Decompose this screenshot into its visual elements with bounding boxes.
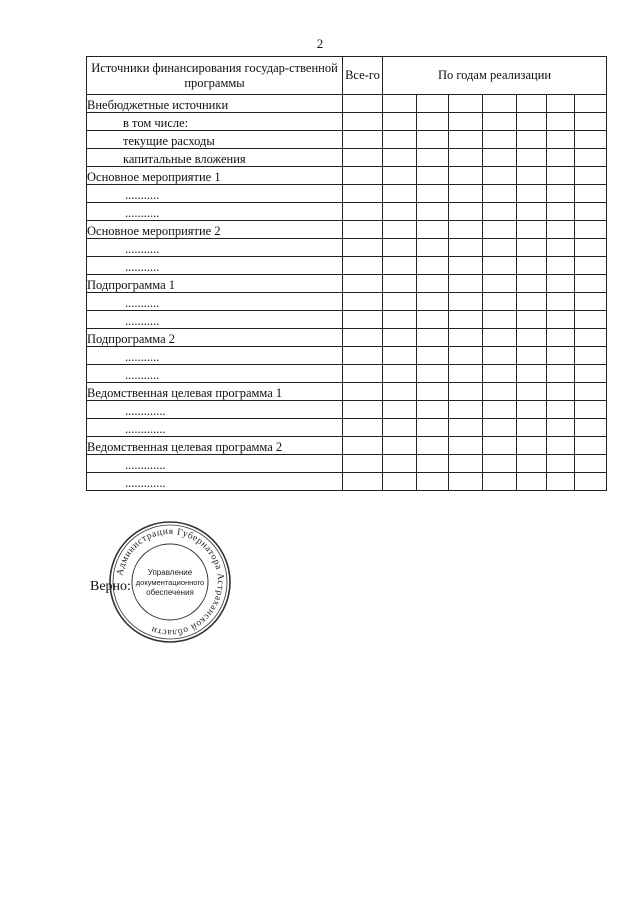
year-cell bbox=[483, 131, 517, 149]
year-cell bbox=[547, 185, 575, 203]
year-cell bbox=[575, 239, 607, 257]
stamp-ring-text: Администрация Губернатора Астраханской области bbox=[115, 526, 226, 638]
year-cell bbox=[547, 275, 575, 293]
row-label: ........... bbox=[87, 311, 343, 329]
year-cell bbox=[575, 167, 607, 185]
year-cell bbox=[575, 437, 607, 455]
year-cell bbox=[449, 455, 483, 473]
year-cell bbox=[575, 455, 607, 473]
table-row bbox=[87, 347, 607, 365]
year-cell bbox=[517, 221, 547, 239]
year-cell bbox=[483, 365, 517, 383]
total-cell bbox=[343, 167, 383, 185]
year-cell bbox=[517, 95, 547, 113]
total-cell bbox=[343, 239, 383, 257]
year-cell bbox=[417, 185, 449, 203]
table-row bbox=[87, 203, 607, 221]
row-label: Подпрограмма 1 bbox=[87, 275, 343, 293]
year-cell bbox=[449, 131, 483, 149]
year-cell bbox=[517, 275, 547, 293]
year-cell bbox=[547, 347, 575, 365]
row-label: ........... bbox=[87, 365, 343, 383]
year-cell bbox=[417, 221, 449, 239]
year-cell bbox=[547, 329, 575, 347]
year-cell bbox=[449, 347, 483, 365]
year-cell bbox=[483, 257, 517, 275]
year-cell bbox=[483, 311, 517, 329]
page-number: 2 bbox=[316, 36, 324, 51]
row-label: ........... bbox=[87, 203, 343, 221]
year-cell bbox=[449, 239, 483, 257]
row-label: Подпрограмма 2 bbox=[87, 329, 343, 347]
table-row bbox=[87, 383, 607, 401]
year-cell bbox=[517, 401, 547, 419]
year-cell bbox=[483, 203, 517, 221]
year-cell bbox=[575, 257, 607, 275]
year-cell bbox=[547, 221, 575, 239]
year-cell bbox=[547, 149, 575, 167]
year-cell bbox=[449, 221, 483, 239]
year-cell bbox=[517, 113, 547, 131]
year-cell bbox=[517, 185, 547, 203]
year-cell bbox=[417, 131, 449, 149]
year-cell bbox=[449, 167, 483, 185]
year-cell bbox=[417, 113, 449, 131]
year-cell bbox=[575, 473, 607, 491]
year-cell bbox=[483, 419, 517, 437]
table-row bbox=[87, 473, 607, 491]
year-cell bbox=[449, 95, 483, 113]
year-cell bbox=[383, 167, 417, 185]
year-cell bbox=[417, 419, 449, 437]
year-cell bbox=[449, 311, 483, 329]
year-cell bbox=[417, 383, 449, 401]
row-label: ........... bbox=[87, 257, 343, 275]
year-cell bbox=[417, 149, 449, 167]
year-cell bbox=[575, 221, 607, 239]
row-label: Основное мероприятие 2 bbox=[87, 221, 343, 239]
year-cell bbox=[575, 293, 607, 311]
year-cell bbox=[517, 473, 547, 491]
row-label: ............. bbox=[87, 419, 343, 437]
year-cell bbox=[575, 329, 607, 347]
year-cell bbox=[383, 113, 417, 131]
total-cell bbox=[343, 257, 383, 275]
table-row bbox=[87, 149, 607, 167]
year-cell bbox=[517, 203, 547, 221]
row-label: в том числе: bbox=[87, 113, 343, 131]
year-cell bbox=[383, 293, 417, 311]
table-row bbox=[87, 167, 607, 185]
table-row bbox=[87, 239, 607, 257]
year-cell bbox=[449, 149, 483, 167]
year-cell bbox=[383, 221, 417, 239]
total-cell bbox=[343, 185, 383, 203]
stamp-center-line2: документационного bbox=[135, 578, 205, 587]
year-cell bbox=[417, 437, 449, 455]
total-cell bbox=[343, 401, 383, 419]
row-label: капитальные вложения bbox=[87, 149, 343, 167]
year-cell bbox=[517, 257, 547, 275]
header-total: Все-го bbox=[343, 57, 383, 95]
year-cell bbox=[417, 455, 449, 473]
verno-label: Верно: bbox=[90, 579, 131, 594]
year-cell bbox=[449, 473, 483, 491]
year-cell bbox=[575, 149, 607, 167]
row-label: ........... bbox=[87, 185, 343, 203]
year-cell bbox=[547, 383, 575, 401]
row-label: Основное мероприятие 1 bbox=[87, 167, 343, 185]
total-cell bbox=[343, 275, 383, 293]
total-cell bbox=[343, 95, 383, 113]
table-row bbox=[87, 113, 607, 131]
table-row bbox=[87, 419, 607, 437]
total-cell bbox=[343, 419, 383, 437]
year-cell bbox=[547, 257, 575, 275]
total-cell bbox=[343, 455, 383, 473]
year-cell bbox=[517, 149, 547, 167]
total-cell bbox=[343, 383, 383, 401]
year-cell bbox=[483, 401, 517, 419]
year-cell bbox=[383, 185, 417, 203]
year-cell bbox=[547, 401, 575, 419]
year-cell bbox=[449, 275, 483, 293]
total-cell bbox=[343, 329, 383, 347]
table-row bbox=[87, 221, 607, 239]
year-cell bbox=[575, 203, 607, 221]
row-label: Ведомственная целевая программа 1 bbox=[87, 383, 343, 401]
table-row bbox=[87, 293, 607, 311]
year-cell bbox=[575, 113, 607, 131]
year-cell bbox=[483, 185, 517, 203]
year-cell bbox=[517, 437, 547, 455]
year-cell bbox=[517, 239, 547, 257]
year-cell bbox=[575, 95, 607, 113]
year-cell bbox=[517, 347, 547, 365]
row-label: Ведомственная целевая программа 2 bbox=[87, 437, 343, 455]
year-cell bbox=[449, 185, 483, 203]
table-row bbox=[87, 185, 607, 203]
year-cell bbox=[383, 473, 417, 491]
year-cell bbox=[383, 149, 417, 167]
year-cell bbox=[383, 131, 417, 149]
year-cell bbox=[483, 473, 517, 491]
year-cell bbox=[575, 275, 607, 293]
year-cell bbox=[575, 131, 607, 149]
year-cell bbox=[383, 275, 417, 293]
year-cell bbox=[517, 455, 547, 473]
year-cell bbox=[547, 311, 575, 329]
table-body bbox=[87, 95, 607, 491]
year-cell bbox=[417, 311, 449, 329]
table-row bbox=[87, 437, 607, 455]
year-cell bbox=[517, 293, 547, 311]
year-cell bbox=[449, 365, 483, 383]
year-cell bbox=[417, 203, 449, 221]
year-cell bbox=[575, 365, 607, 383]
year-cell bbox=[483, 347, 517, 365]
year-cell bbox=[483, 383, 517, 401]
year-cell bbox=[383, 329, 417, 347]
year-cell bbox=[449, 401, 483, 419]
header-years: По годам реализации bbox=[383, 57, 607, 95]
year-cell bbox=[417, 347, 449, 365]
year-cell bbox=[483, 167, 517, 185]
row-label: текущие расходы bbox=[87, 131, 343, 149]
year-cell bbox=[417, 257, 449, 275]
year-cell bbox=[483, 149, 517, 167]
year-cell bbox=[575, 419, 607, 437]
row-label: ........... bbox=[87, 347, 343, 365]
year-cell bbox=[449, 257, 483, 275]
year-cell bbox=[449, 419, 483, 437]
year-cell bbox=[575, 185, 607, 203]
header-sources: Источники финансирования государ-ственной программы bbox=[87, 57, 343, 95]
year-cell bbox=[383, 95, 417, 113]
stamp-center-line3: обеспечения bbox=[146, 588, 194, 597]
year-cell bbox=[547, 239, 575, 257]
year-cell bbox=[483, 437, 517, 455]
year-cell bbox=[547, 131, 575, 149]
year-cell bbox=[517, 311, 547, 329]
row-label: ............. bbox=[87, 473, 343, 491]
total-cell bbox=[343, 149, 383, 167]
total-cell bbox=[343, 473, 383, 491]
total-cell bbox=[343, 113, 383, 131]
year-cell bbox=[575, 383, 607, 401]
table-row bbox=[87, 329, 607, 347]
year-cell bbox=[383, 311, 417, 329]
table-header-row bbox=[87, 57, 607, 95]
total-cell bbox=[343, 365, 383, 383]
year-cell bbox=[383, 401, 417, 419]
year-cell bbox=[417, 401, 449, 419]
stamp-center-line1: Управление bbox=[147, 568, 193, 577]
year-cell bbox=[449, 329, 483, 347]
total-cell bbox=[343, 437, 383, 455]
year-cell bbox=[483, 329, 517, 347]
row-label: ............. bbox=[87, 401, 343, 419]
year-cell bbox=[547, 419, 575, 437]
year-cell bbox=[449, 383, 483, 401]
year-cell bbox=[417, 365, 449, 383]
year-cell bbox=[547, 473, 575, 491]
year-cell bbox=[517, 329, 547, 347]
row-label: ........... bbox=[87, 293, 343, 311]
year-cell bbox=[517, 167, 547, 185]
year-cell bbox=[483, 95, 517, 113]
year-cell bbox=[575, 401, 607, 419]
total-cell bbox=[343, 311, 383, 329]
year-cell bbox=[547, 455, 575, 473]
year-cell bbox=[547, 95, 575, 113]
year-cell bbox=[383, 365, 417, 383]
year-cell bbox=[417, 167, 449, 185]
year-cell bbox=[383, 203, 417, 221]
table-row bbox=[87, 401, 607, 419]
table-row bbox=[87, 311, 607, 329]
total-cell bbox=[343, 203, 383, 221]
table-row bbox=[87, 455, 607, 473]
funding-sources-table bbox=[86, 56, 607, 491]
year-cell bbox=[547, 437, 575, 455]
year-cell bbox=[547, 113, 575, 131]
year-cell bbox=[449, 203, 483, 221]
year-cell bbox=[383, 257, 417, 275]
year-cell bbox=[417, 95, 449, 113]
table-row bbox=[87, 95, 607, 113]
year-cell bbox=[517, 365, 547, 383]
year-cell bbox=[483, 293, 517, 311]
row-label: ........... bbox=[87, 239, 343, 257]
year-cell bbox=[575, 347, 607, 365]
year-cell bbox=[449, 293, 483, 311]
row-label: ............. bbox=[87, 455, 343, 473]
year-cell bbox=[483, 455, 517, 473]
total-cell bbox=[343, 221, 383, 239]
year-cell bbox=[575, 311, 607, 329]
year-cell bbox=[383, 455, 417, 473]
year-cell bbox=[417, 293, 449, 311]
year-cell bbox=[483, 239, 517, 257]
table-row bbox=[87, 257, 607, 275]
total-cell bbox=[343, 347, 383, 365]
year-cell bbox=[483, 221, 517, 239]
table-row bbox=[87, 275, 607, 293]
year-cell bbox=[517, 383, 547, 401]
total-cell bbox=[343, 131, 383, 149]
year-cell bbox=[383, 347, 417, 365]
year-cell bbox=[383, 437, 417, 455]
year-cell bbox=[383, 419, 417, 437]
year-cell bbox=[417, 473, 449, 491]
year-cell bbox=[383, 239, 417, 257]
year-cell bbox=[547, 365, 575, 383]
year-cell bbox=[417, 239, 449, 257]
year-cell bbox=[483, 275, 517, 293]
year-cell bbox=[417, 329, 449, 347]
year-cell bbox=[417, 275, 449, 293]
row-label: Внебюджетные источники bbox=[87, 95, 343, 113]
table-row bbox=[87, 131, 607, 149]
year-cell bbox=[517, 419, 547, 437]
year-cell bbox=[517, 131, 547, 149]
year-cell bbox=[547, 293, 575, 311]
year-cell bbox=[383, 383, 417, 401]
year-cell bbox=[449, 437, 483, 455]
year-cell bbox=[547, 167, 575, 185]
year-cell bbox=[483, 113, 517, 131]
total-cell bbox=[343, 293, 383, 311]
year-cell bbox=[449, 113, 483, 131]
table-row bbox=[87, 365, 607, 383]
year-cell bbox=[547, 203, 575, 221]
